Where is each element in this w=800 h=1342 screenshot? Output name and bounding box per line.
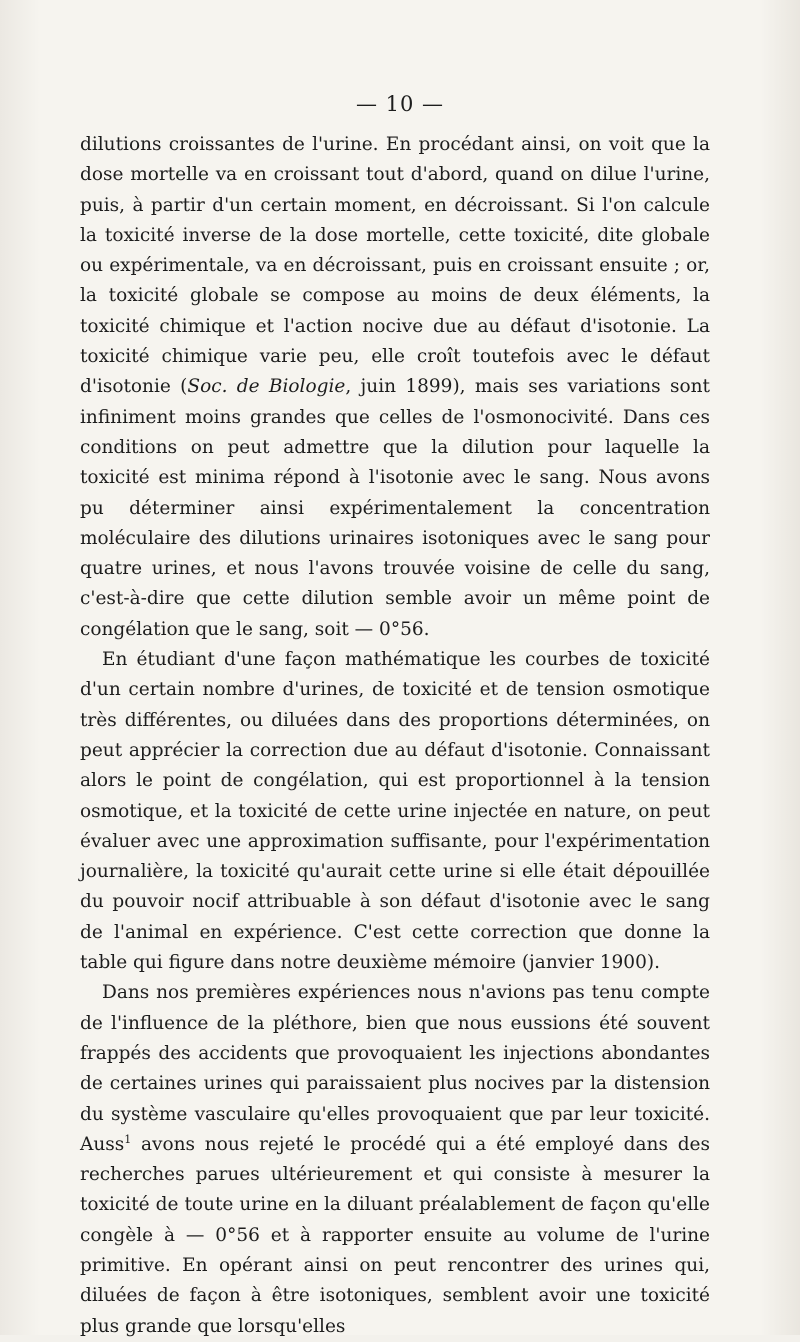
paragraph-3-text: Dans nos premières expériences nous n'avions pas tenu compte de l'influence de la pléthore, bien que nous eussions été souvent frappés des accidents que provoquaient les injections abondantes de certaines urines qui paraissaient plus nocives par la distension du système vasculaire qu'elles provoquaient que par leur toxicité. Auss — [80, 982, 710, 1155]
paragraph-3 — [80, 978, 710, 1342]
journal-citation: Soc. de Biologie — [187, 376, 346, 398]
footnote-marker: 1 — [124, 1132, 132, 1146]
body-text — [80, 130, 710, 1342]
paragraph-1-text-cont: , juin 1899), mais ses variations sont infiniment moins grandes que celles de l'osmonocivité. Dans ces conditions on peut admettre que la dilution pour laquelle la toxicité est minima répond à l'isotonie avec le sang. Nous avons pu déterminer ainsi expérimentalement la concentration moléculaire des dilutions urinaires isotoniques avec le sang pour quatre urines, et nous l'avons trouvée voisine de celle du sang, c'est-à-dire que cette dilution semble avoir un même point de congélation que le sang, soit — 0°56. — [80, 376, 710, 640]
paragraph-2: En étudiant d'une façon mathématique les courbes de toxicité d'un certain nombre d'urines, de toxicité et de tension osmotique très différentes, ou diluées dans des proportions déterminées, on peut apprécier la correction due au défaut d'isotonie. Connaissant alors le point de congélation, qui est proportionnel à la tension osmotique, et la toxicité de cette urine injectée en nature, on peut évaluer avec une approximation suffisante, pour l'expérimentation journalière, la toxicité qu'aurait cette urine si elle était dépouillée du pouvoir nocif attribuable à son défaut d'isotonie avec le sang de l'animal en expérience. C'est cette correction que donne la table qui figure dans notre deuxième mémoire (janvier 1900). — [80, 649, 710, 974]
page-number: — 10 — — [355, 92, 445, 116]
paragraph-1-text: dilutions croissantes de l'urine. En procédant ainsi, on voit que la dose mortelle va en croissant tout d'abord, quand on dilue l'urine, puis, à partir d'un certain moment, en décroissant. Si l'on calcule la toxicité inverse de la dose mortelle, cette toxicité, dite globale ou expérimentale, va en décroissant, puis en croissant ensuite ; or, la toxicité globale se compose au moins de deux éléments, la toxicité chimique et l'action nocive due au défaut d'isotonie. La toxicité chimique varie peu, elle croît toutefois avec le défaut d'isotonie ( — [80, 134, 710, 398]
paragraph-1 — [80, 130, 710, 645]
paragraph-3-text-cont: avons nous rejeté le procédé qui a été employé dans des recherches parues ultérieurement et qui consiste à mesurer la toxicité de toute urine en la diluant préalablement de façon qu'elle congèle à — 0°56 et à rapporter ensuite au volume de l'urine primitive. En opérant ainsi on peut rencontrer des urines qui, diluées de façon à être isotoniques, semblent avoir une toxicité plus grande que lorsqu'elles — [80, 1133, 710, 1337]
